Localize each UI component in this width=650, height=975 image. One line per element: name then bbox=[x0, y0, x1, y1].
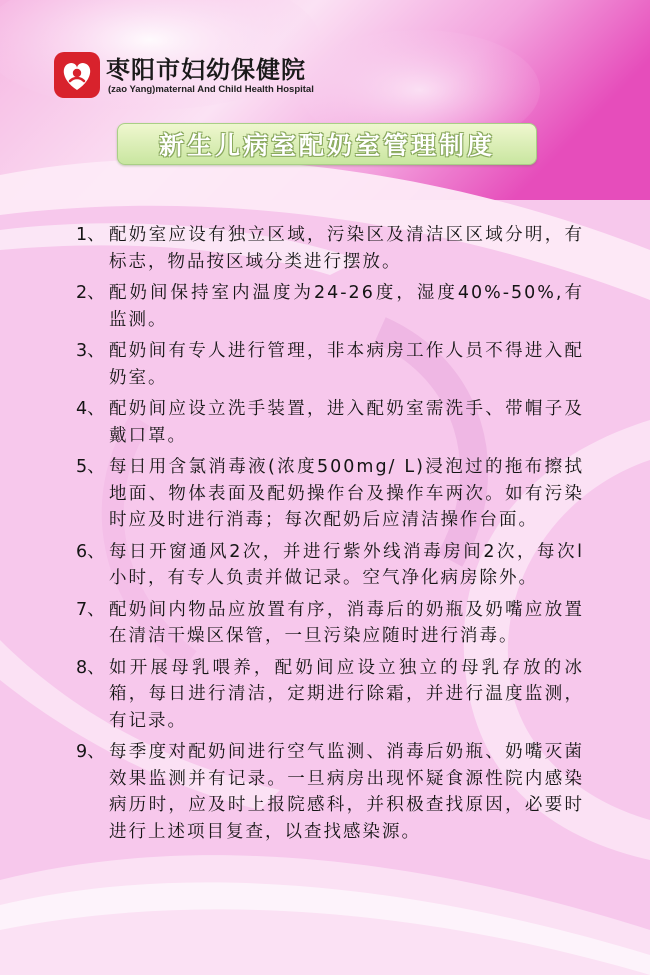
list-item bbox=[76, 396, 584, 449]
rule-number: 7、 bbox=[76, 599, 105, 620]
list-item bbox=[76, 539, 584, 592]
list-item bbox=[76, 338, 584, 391]
rule-text: 每日开窗通风2次，并进行紫外线消毒房间2次，每次l小时，有专人负责并做记录。空气净化病房除外。 bbox=[109, 541, 584, 588]
rule-number: 1、 bbox=[76, 225, 105, 245]
rules-list bbox=[76, 222, 584, 850]
rule-text: 配奶间保持室内温度为24-26度，湿度40%-50%,有监测。 bbox=[109, 283, 584, 330]
list-item bbox=[76, 280, 584, 333]
rule-number: 5、 bbox=[76, 457, 105, 477]
rule-text: 配奶间有专人进行管理，非本病房工作人员不得进入配奶室。 bbox=[109, 341, 584, 388]
rule-text: 如开展母乳喂养，配奶间应设立独立的母乳存放的冰箱，每日进行清洁，定期进行除霜，并进行温度监测，有记录。 bbox=[109, 657, 584, 731]
rule-text: 每日用含氯消毒液(浓度500mg/ L)浸泡过的拖布擦拭地面、物体表面及配奶操作台及操作车两次。如有污染时应及时进行消毒；每次配奶后应清洁操作台面。 bbox=[109, 457, 584, 530]
list-item bbox=[76, 222, 584, 275]
rule-text: 配奶室应设有独立区域，污染区及清洁区区域分明，有标志，物品按区域分类进行摆放。 bbox=[109, 225, 584, 272]
rule-number: 2、 bbox=[76, 283, 105, 303]
hospital-header bbox=[52, 48, 412, 108]
hospital-logo-icon bbox=[52, 50, 102, 100]
rule-number: 4、 bbox=[76, 399, 105, 419]
hospital-english-name: (zao Yang)maternal And Child Health Hospital bbox=[108, 84, 314, 95]
rule-number: 8、 bbox=[76, 657, 105, 678]
hospital-name: 枣阳市妇幼保健院 bbox=[106, 56, 306, 84]
rule-text: 配奶间内物品应放置有序，消毒后的奶瓶及奶嘴应放置在清洁干燥区保管，一旦污染应随时进行消毒。 bbox=[109, 599, 584, 646]
list-item bbox=[76, 454, 584, 534]
list-item bbox=[76, 597, 584, 650]
list-item bbox=[76, 739, 584, 845]
list-item bbox=[76, 655, 584, 735]
rule-number: 3、 bbox=[76, 341, 105, 361]
rule-text: 每季度对配奶间进行空气监测、消毒后奶瓶、奶嘴灭菌效果监测并有记录。一旦病房出现怀疑食源性院内感染病历时，应及时上报院感科，并积极查找原因，必要时进行上述项目复查，以查找感染源。 bbox=[109, 742, 584, 842]
rule-number: 9、 bbox=[76, 742, 105, 762]
rule-number: 6、 bbox=[76, 541, 105, 562]
title-banner bbox=[117, 123, 537, 165]
page-title: 新生儿病室配奶室管理制度 bbox=[158, 131, 495, 160]
rule-text: 配奶间应设立洗手装置，进入配奶室需洗手、带帽子及戴口罩。 bbox=[109, 399, 584, 446]
